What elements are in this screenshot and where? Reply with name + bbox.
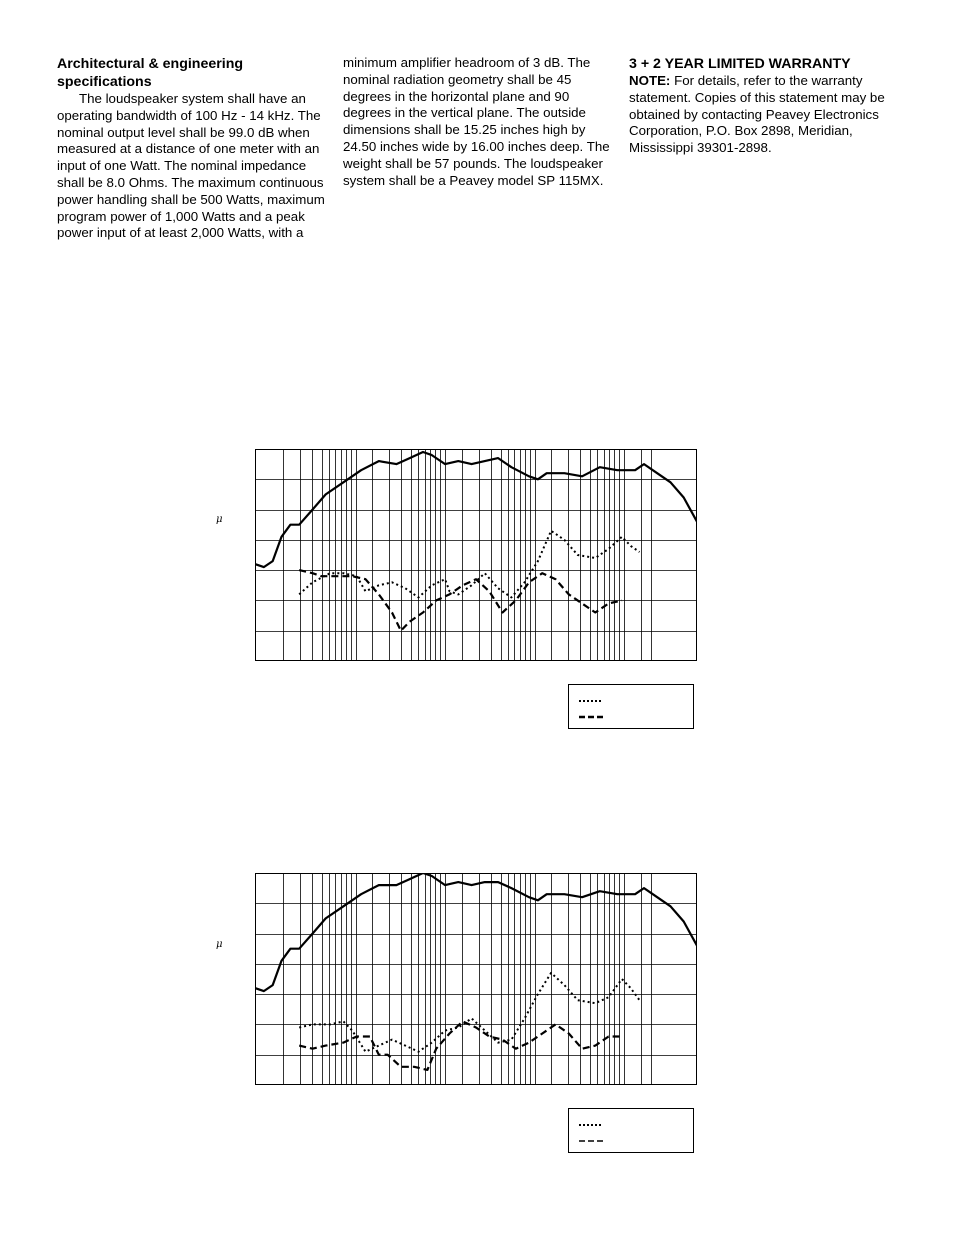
warranty-title: 3 + 2 YEAR LIMITED WARRANTY bbox=[629, 56, 851, 72]
warranty-note-text: For details, refer to the warranty statement. Copies of this statement may be obtained by contacting Peavey Electronics Corporation, P.O. Box 2898, Meridian, Mississippi 39301-2898. bbox=[629, 73, 885, 156]
chart-2 bbox=[255, 873, 697, 1085]
chart-2-legend bbox=[568, 1108, 694, 1153]
spec-column-1 bbox=[57, 55, 327, 242]
warranty-note-label: NOTE: bbox=[629, 73, 671, 88]
warranty-note bbox=[629, 73, 899, 157]
chart-1-ylabel: μ bbox=[216, 514, 223, 525]
chart-frame bbox=[256, 450, 697, 661]
chart-frame bbox=[256, 874, 697, 1085]
spec-column-2 bbox=[343, 55, 611, 189]
chart-2-legend-swatches bbox=[577, 1111, 607, 1151]
chart-1-legend bbox=[568, 684, 694, 729]
chart-1 bbox=[255, 449, 697, 661]
spec-text-2: minimum amplifier headroom of 3 dB. The nominal radiation geometry shall be 45 degrees in the horizontal plane and 90 degrees in the vertical plane. The outside dimensions shall be 15.25 inches high by 24.50 inches wide by 16.00 inches deep. The weight shall be 57 pounds. The loudspeaker system shall be a Peavey model SP 115MX. bbox=[343, 55, 610, 188]
chart-2-ylabel: μ bbox=[216, 939, 223, 950]
warranty-column bbox=[629, 55, 899, 157]
series-line-solid bbox=[255, 452, 697, 567]
series-line-dotted bbox=[299, 973, 639, 1052]
series-line-solid bbox=[255, 873, 697, 991]
chart-1-legend-swatches bbox=[577, 687, 607, 727]
spec-title: Architectural & engineering specifications bbox=[57, 56, 244, 90]
series-line-dashed bbox=[299, 1021, 622, 1070]
spec-text-1: The loudspeaker system shall have an operating bandwidth of 100 Hz - 14 kHz. The nominal output level shall be 99.0 dB when measured at a distance of one meter with an input of one Watt. The nominal impedance shall be 8.0 Ohms. The maximum continuous power handling shall be 500 Watts, maximum program power of 1,000 Watts and a peak power input of at least 2,000 Watts, with a bbox=[57, 91, 325, 241]
